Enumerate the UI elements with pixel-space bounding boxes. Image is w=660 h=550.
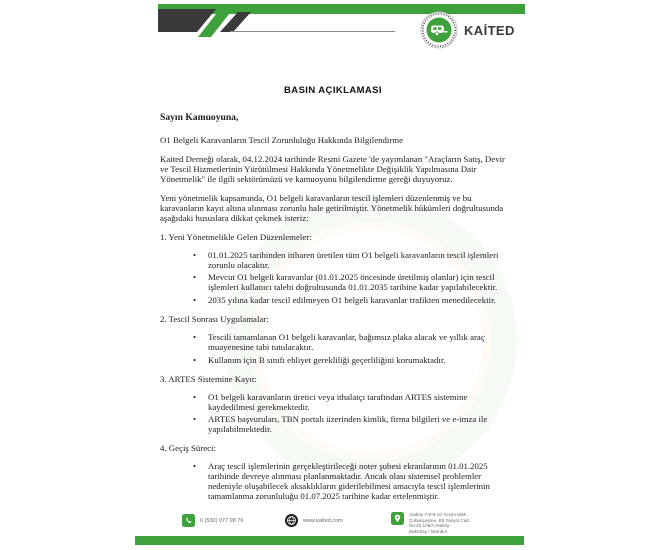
address-line: Ataköy 7-8-9-10. Kısım Mah. [409,512,468,517]
phone-icon [182,514,195,527]
footer-phone [182,514,243,527]
footer-phone-text: 0 (530) 077 98 76 [200,518,244,524]
bullet-list [160,250,506,305]
bullet-item: • 2035 yılına kadar tescil edilmeyen O1 belgeli karavanlar trafikten menedilecektir. [160,295,506,305]
section-heading: 1. Yeni Yönetmelikle Gelen Düzenlemeler: [160,231,312,242]
document-body [160,86,506,504]
bullet-list [160,461,506,501]
bullet-list [160,392,506,435]
footer-green-bar [135,536,524,545]
subject-line: O1 Belgeli Karavanların Tescil Zorunluluğu Hakkında Bilgilendirme [160,134,404,145]
bullet-item: • 01.01.2025 tarihinden itibaren üretilen tüm O1 belgeli karavanların tescil işlemleri zorunlu olacaktır. [160,250,506,270]
bullet-item: • Mevcut O1 belgeli karavanlar (01.01.2025 öncesinde üretilmiş olanlar) için tescil işlemleri kullanıcı talebi doğrultusunda 01.01.2035 tarihine kadar yapılabilecektir. [160,272,506,292]
bullet-item: • Kullanım için B sınıfı ehliyet gerekliliği geçerliliğini korumaktadır. [160,355,506,365]
bullet-list [160,332,506,365]
paragraph: Kaited Derneği olarak, 04.12.2024 tarihinde Resmi Gazete 'de yayımlanan "Araçların Satış, Devir ve Tescil Hizmetlerinin Yürütülmesi Hakkında Yönetmelikte Değişiklik Yapılmasına Dair Yönetmelik" ile ilgili sektörümüzü ve kamuoyunu bilgilendirme gereği duyuyoruz. [160,153,505,184]
section-heading: 4. Geçiş Süreci: [160,443,216,454]
footer-address-text [409,512,470,535]
address-line: Çobançeşme, E5 Yanyol Cad. [409,517,471,523]
footer-website [285,514,343,527]
paragraph: Yeni yönetmelik kapsamında, O1 belgeli karavanların tescil işlemleri düzenlenmiş ve bu karavanların kayıt altına alınması zorunlu hale getirilmiştir. Yönetmelik hükümleri doğrultusunda aşağıdaki hususlara dikkat çekmek isteriz: [160,192,504,223]
section-heading: 2. Tescil Sonrası Uygulamalar: [160,313,269,324]
address-line: Bakırköy / İstanbul [409,529,447,535]
section-heading: 3. ARTES Sistemine Kayıt: [160,373,257,384]
salutation: Sayın Kamuoyuna, [160,111,239,123]
bullet-item: • Araç tescil işlemlerinin gerçekleştirileceği noter şubesi ekranlarının 01.01.2025 tarihinde devreye alınması planlanmaktadır. Ancak olası sistemsel problemler nedeniyle oluşabilecek aksaklıkların giderilebilmesi amacıyla tescil işlemlerinin tamamlanma zorunluluğu 01.07.2025 tarihine kadar ertelenmiştir. [160,461,506,501]
footer-website-text: www.kaited.com [303,518,343,524]
bullet-item: • ARTES başvuruları, TBN portalı üzerinden kimlik, firma bilgileri ve e-imza ile yapılabilmektedir. [160,414,506,434]
kaited-badge-icon [420,11,458,49]
address-line: No:22 109/A Ataköy [409,523,450,529]
location-pin-icon [391,512,404,525]
brand-name: KAİTED [464,22,515,38]
bullet-item: • Tescili tamamlanan O1 belgeli karavanlar, bağımsız plaka alacak ve yıllık araç muayenesine tabi tutulacaktır. [160,332,506,352]
footer-address [391,512,470,535]
globe-icon [285,514,298,527]
bullet-item: • O1 belgeli karavanların üretici veya ithalatçı tarafından ARTES sistemine kaydedilmesi gerekmektedir. [160,392,506,412]
document-title: BASIN AÇIKLAMASI [284,85,382,96]
header-decoration [0,0,660,60]
kaited-logo [420,11,515,49]
